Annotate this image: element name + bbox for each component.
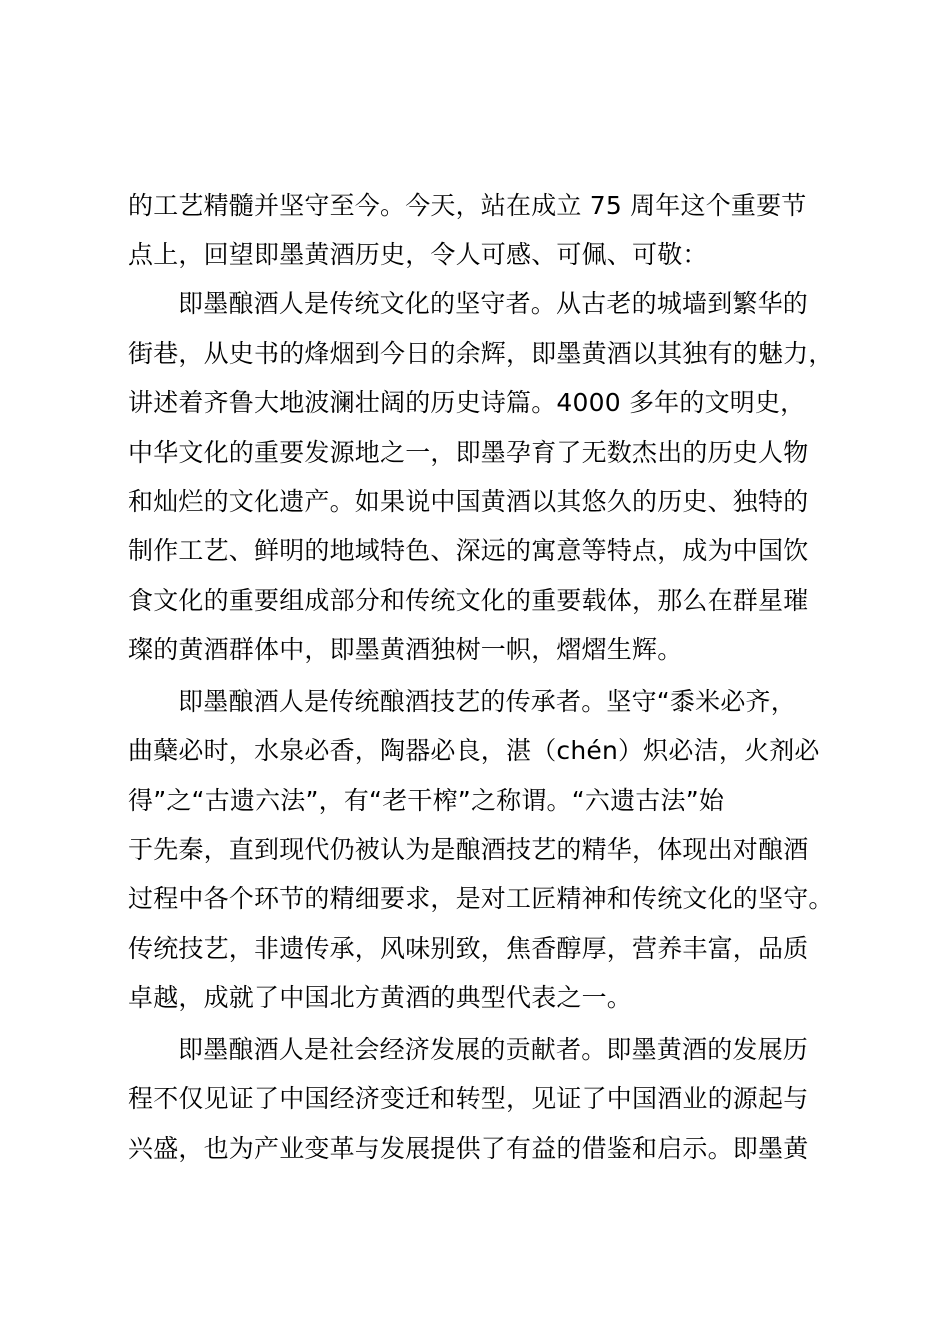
text-line: 兴盛，也为产业变革与发展提供了有益的借鉴和启示。即墨黄 [128, 1134, 809, 1163]
text-line: 点上，回望即墨黄酒历史，令人可感、可佩、可敬： [128, 240, 708, 269]
text-line: 讲述着齐鲁大地波澜壮阔的历史诗篇。4000 多年的文明史， [128, 388, 806, 417]
text-line: 传统技艺，非遗传承，风味别致，焦香醇厚，营养丰富，品质 [128, 934, 809, 963]
text-line: 食文化的重要组成部分和传统文化的重要载体，那么在群星璀 [128, 586, 809, 615]
text-line: 制作工艺、鲜明的地域特色、深远的寓意等特点，成为中国饮 [128, 536, 809, 565]
text-line: 于先秦，直到现代仍被认为是酿酒技艺的精华，体现出对酿酒 [128, 835, 809, 864]
text-line: 得”之“古遗六法”，有“老干榨”之称谓。“六遗古法”始 [128, 786, 725, 815]
paragraph-start-line: 即墨酿酒人是传统文化的坚守者。从古老的城墙到繁华的 [178, 289, 809, 318]
text-line: 曲蘖必时，水泉必香，陶器必良，湛（chén）炽必洁，火剂必 [128, 736, 820, 765]
text-line: 过程中各个环节的精细要求，是对工匠精神和传统文化的坚守。 [128, 884, 834, 913]
text-line: 和灿烂的文化遗产。如果说中国黄酒以其悠久的历史、独特的 [128, 487, 809, 516]
text-line: 璨的黄酒群体中，即墨黄酒独树一帜，熠熠生辉。 [128, 635, 683, 664]
paragraph-start-line: 即墨酿酒人是传统酿酒技艺的传承者。坚守“黍米必齐， [178, 687, 796, 716]
text-line: 街巷，从史书的烽烟到今日的余辉，即墨黄酒以其独有的魅力， [128, 339, 834, 368]
text-line: 中华文化的重要发源地之一，即墨孕育了无数杰出的历史人物 [128, 438, 809, 467]
paragraph-start-line: 即墨酿酒人是社会经济发展的贡献者。即墨黄酒的发展历 [178, 1035, 809, 1064]
text-line: 的工艺精髓并坚守至今。今天，站在成立 75 周年这个重要节 [128, 191, 807, 220]
text-line: 程不仅见证了中国经济变迁和转型，见证了中国酒业的源起与 [128, 1084, 809, 1113]
text-line: 卓越，成就了中国北方黄酒的典型代表之一。 [128, 983, 633, 1012]
